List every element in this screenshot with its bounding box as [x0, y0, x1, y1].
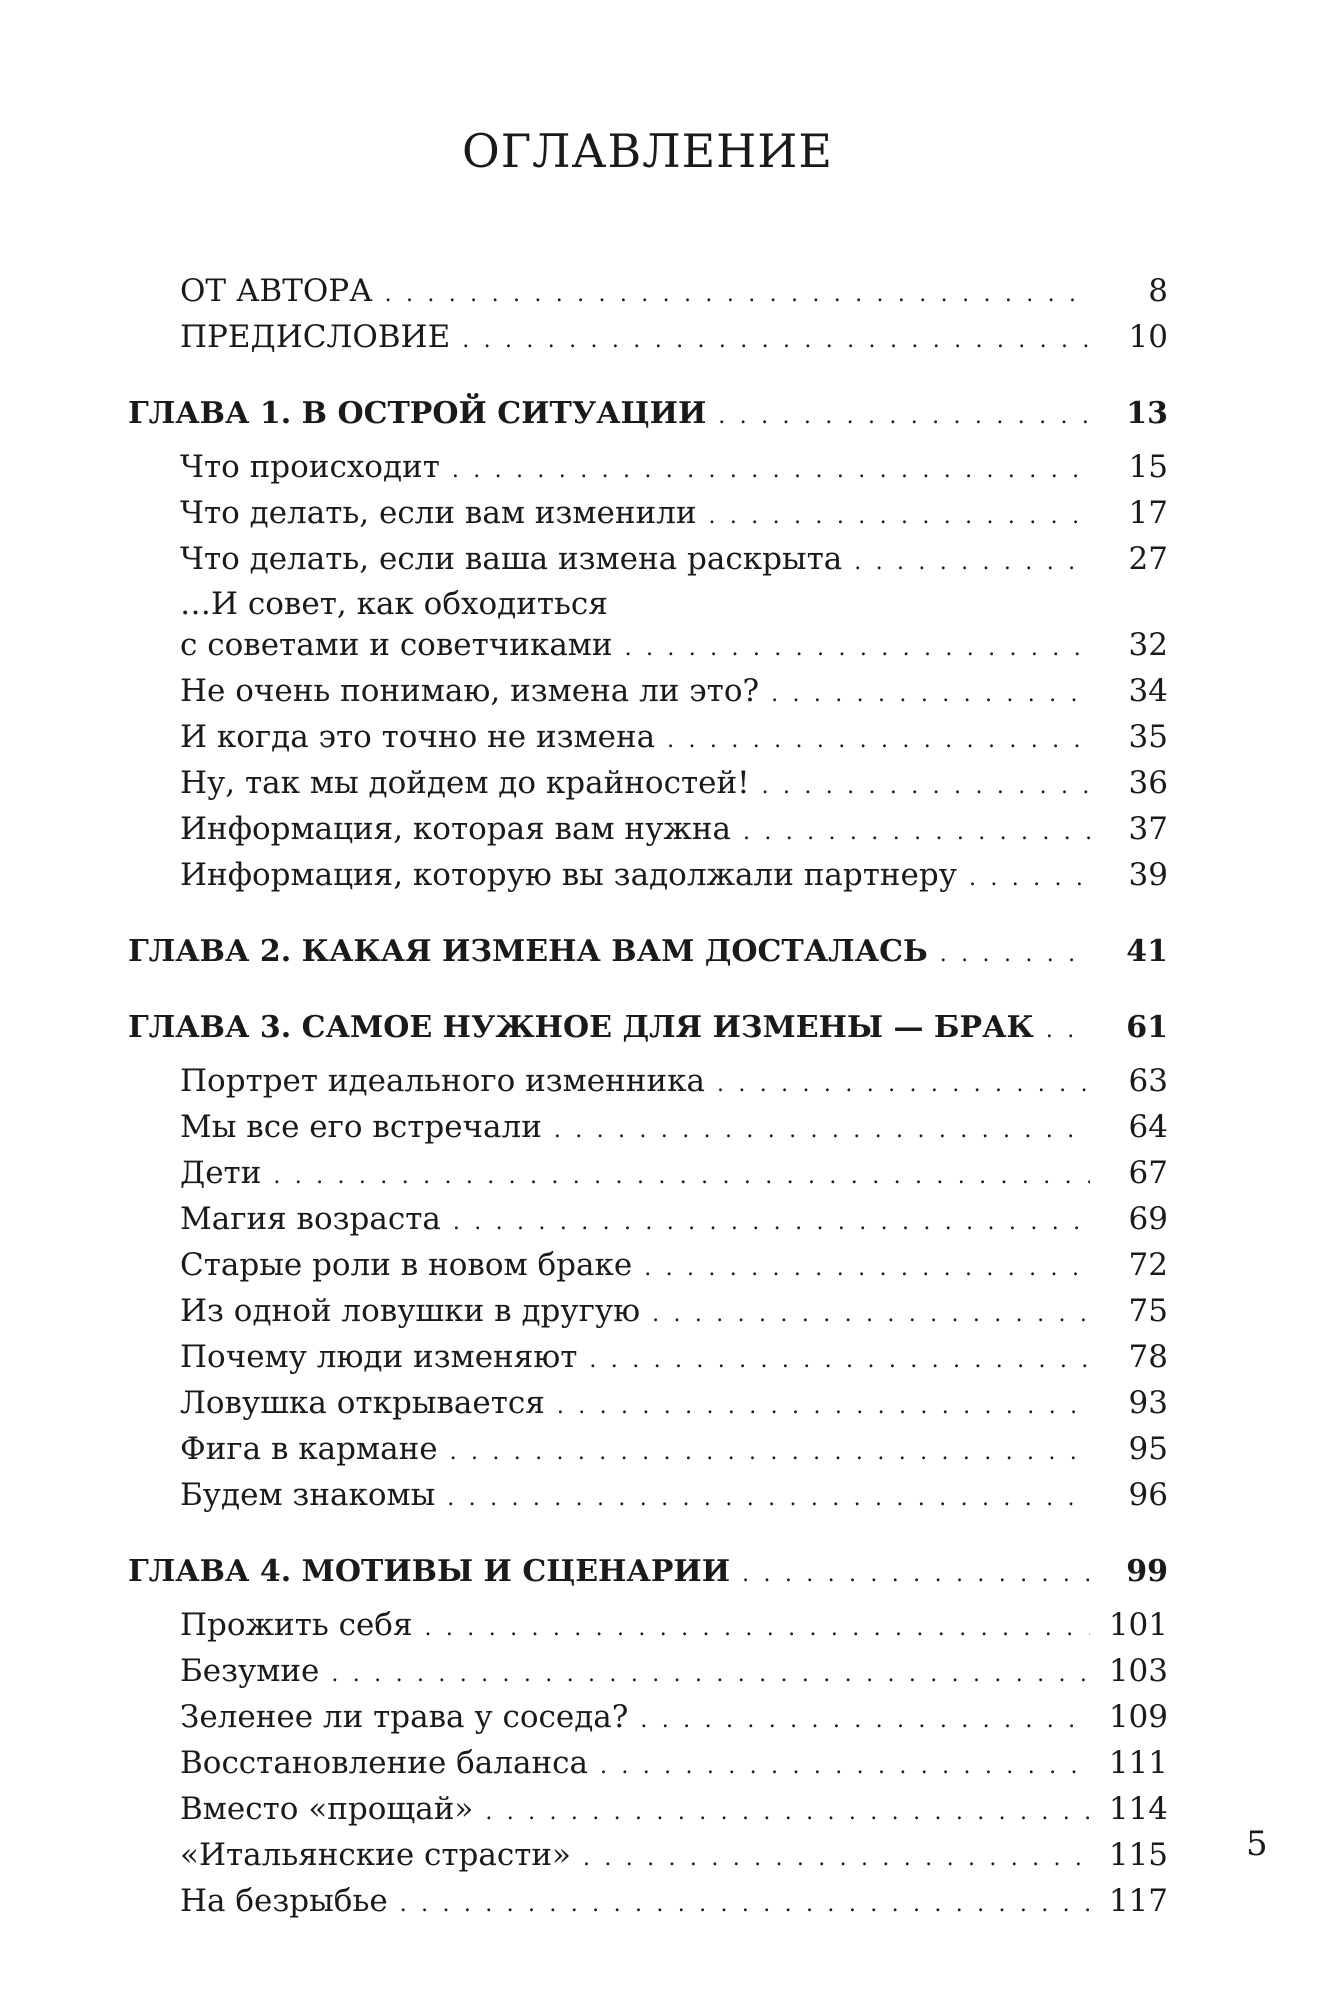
toc-section-entry: [128, 492, 1168, 538]
dot-leader: [771, 673, 1090, 716]
toc-entry-page-number: 63: [1128, 1063, 1168, 1099]
toc-entry-title: ПРЕДИСЛОВИЕ: [180, 319, 451, 355]
dot-leader: [742, 1553, 1090, 1596]
toc-entry-page-number: 69: [1128, 1201, 1168, 1237]
toc-entry-page-number: 37: [1128, 811, 1168, 847]
toc-section-entry: [128, 1880, 1168, 1926]
dot-leader: [644, 1247, 1090, 1290]
dot-leader: [589, 1339, 1090, 1382]
dot-leader: [425, 1607, 1090, 1650]
toc-entry-title: Вместо «прощай»: [180, 1791, 474, 1827]
toc-entry-title: Информация, которую вы задолжали партнеру: [180, 857, 957, 893]
toc-entry-title: Фига в кармане: [180, 1431, 438, 1467]
toc-entry-title: Из одной ловушки в другую: [180, 1293, 641, 1329]
toc-chapter-entry: [128, 1550, 1168, 1596]
toc-entry-page-number: 103: [1108, 1653, 1168, 1689]
toc-section-entry: [128, 538, 1168, 584]
toc-section-entry: [128, 1834, 1168, 1880]
table-of-contents: [128, 270, 1168, 1926]
toc-section-entry: [128, 1152, 1168, 1198]
toc-section-entry: [128, 1650, 1168, 1696]
toc-entry-page-number: 32: [1128, 627, 1168, 663]
toc-entry-title: Что делать, если вам изменили: [180, 495, 697, 531]
toc-entry-title: Зеленее ли трава у соседа?: [180, 1699, 629, 1735]
toc-section-entry: [128, 854, 1168, 900]
toc-entry-title: ГЛАВА 1. В ОСТРОЙ СИТУАЦИИ: [128, 396, 707, 431]
toc-section-entry: [128, 1060, 1168, 1106]
toc-entry-page-number: 15: [1128, 449, 1168, 485]
toc-entry-page-number: 35: [1128, 719, 1168, 755]
toc-section-entry: [128, 1696, 1168, 1742]
toc-entry-page-number: 109: [1108, 1699, 1168, 1735]
toc-entry-page-number: 115: [1108, 1837, 1168, 1873]
dot-leader: [485, 1791, 1090, 1834]
toc-section-entry: [128, 270, 1168, 316]
toc-section-entry: [128, 1336, 1168, 1382]
toc-section-entry: [128, 446, 1168, 492]
toc-entry-page-number: 111: [1108, 1745, 1168, 1781]
dot-leader: [743, 811, 1090, 854]
toc-entry-page-number: 78: [1128, 1339, 1168, 1375]
dot-leader: [453, 1201, 1090, 1244]
toc-entry-title: Ловушка открывается: [180, 1385, 545, 1421]
dot-leader: [447, 1477, 1090, 1520]
toc-section-entry: [128, 1244, 1168, 1290]
toc-section-entry: [128, 808, 1168, 854]
toc-entry-title: Что происходит: [180, 449, 440, 485]
toc-section-entry: [128, 716, 1168, 762]
dot-leader: [717, 1063, 1090, 1106]
dot-leader: [625, 627, 1090, 670]
toc-entry-page-number: 34: [1128, 673, 1168, 709]
toc-section-entry: [128, 1788, 1168, 1834]
toc-section-entry: [128, 762, 1168, 808]
toc-entry-page-number: 114: [1108, 1791, 1168, 1827]
dot-leader: [385, 273, 1090, 316]
page-title: ОГЛАВЛЕНИЕ: [462, 124, 833, 178]
toc-section-entry: [128, 1474, 1168, 1520]
toc-entry-title: ГЛАВА 4. МОТИВЫ И СЦЕНАРИИ: [128, 1554, 731, 1589]
toc-section-entry: [128, 1742, 1168, 1788]
toc-entry-page-number: 96: [1128, 1477, 1168, 1513]
dot-leader: [600, 1745, 1090, 1788]
dot-leader: [640, 1699, 1090, 1742]
dot-leader: [762, 765, 1090, 808]
toc-entry-title: Информация, которая вам нужна: [180, 811, 731, 847]
toc-entry-title: …И совет, как обходиться: [180, 586, 608, 622]
toc-entry-title: Восстановление баланса: [180, 1745, 588, 1781]
toc-chapter-entry: [128, 1006, 1168, 1052]
toc-entry-title: ОТ АВТОРА: [180, 273, 373, 309]
toc-entry-page-number: 13: [1126, 396, 1168, 431]
toc-section-entry: [128, 670, 1168, 716]
dot-leader: [450, 1431, 1090, 1474]
toc-entry-title: Почему люди изменяют: [180, 1339, 578, 1375]
toc-section-entry: [128, 1428, 1168, 1474]
toc-entry-page-number: 67: [1128, 1155, 1168, 1191]
toc-entry-page-number: 39: [1128, 857, 1168, 893]
dot-leader: [331, 1653, 1090, 1696]
toc-entry-page-number: 95: [1128, 1431, 1168, 1467]
toc-entry-page-number: 36: [1128, 765, 1168, 801]
toc-section-entry: [128, 624, 1168, 670]
toc-section-entry: [128, 1604, 1168, 1650]
toc-entry-title: Магия возраста: [180, 1201, 441, 1237]
dot-leader: [554, 1109, 1090, 1152]
toc-section-entry: [128, 1290, 1168, 1336]
dot-leader: [969, 857, 1090, 900]
toc-entry-title: Мы все его встречали: [180, 1109, 542, 1145]
toc-entry-page-number: 75: [1128, 1293, 1168, 1329]
dot-leader: [557, 1385, 1090, 1428]
toc-entry-page-number: 72: [1128, 1247, 1168, 1283]
toc-entry-page-number: 41: [1126, 934, 1168, 969]
dot-leader: [709, 495, 1091, 538]
dot-leader: [273, 1155, 1090, 1198]
toc-entry-title: Будем знакомы: [180, 1477, 436, 1513]
toc-entry-page-number: 17: [1128, 495, 1168, 531]
toc-section-entry: [128, 316, 1168, 362]
toc-chapter-entry: [128, 930, 1168, 976]
toc-entry-page-number: 27: [1128, 541, 1168, 577]
dot-leader: [583, 1837, 1090, 1880]
toc-section-entry: [128, 1106, 1168, 1152]
page-number: 5: [1246, 1824, 1268, 1864]
dot-leader: [462, 319, 1090, 362]
toc-section-entry: [128, 1382, 1168, 1428]
toc-entry-title: Ну, так мы дойдем до крайностей!: [180, 765, 750, 801]
toc-entry-title: «Итальянские страсти»: [180, 1837, 571, 1873]
toc-entry-page-number: 64: [1128, 1109, 1168, 1145]
toc-entry-title: Портрет идеального изменника: [180, 1063, 705, 1099]
toc-entry-title: Дети: [180, 1155, 262, 1191]
toc-entry-page-number: 101: [1108, 1607, 1168, 1643]
toc-entry-page-number: 99: [1126, 1554, 1168, 1589]
toc-entry-page-number: 93: [1128, 1385, 1168, 1421]
toc-section-entry: [128, 584, 1168, 624]
toc-entry-page-number: 8: [1148, 273, 1168, 309]
dot-leader: [452, 449, 1090, 492]
toc-entry-title: Старые роли в новом браке: [180, 1247, 633, 1283]
toc-entry-title: Прожить себя: [180, 1607, 413, 1643]
toc-entry-page-number: 61: [1126, 1010, 1168, 1045]
toc-section-entry: [128, 1198, 1168, 1244]
dot-leader: [940, 933, 1090, 976]
dot-leader: [652, 1293, 1090, 1336]
toc-entry-title: На безрыбье: [180, 1883, 388, 1919]
toc-entry-page-number: 10: [1128, 319, 1168, 355]
toc-entry-title: ГЛАВА 2. КАКАЯ ИЗМЕНА ВАМ ДОСТАЛАСЬ: [128, 934, 928, 969]
toc-chapter-entry: [128, 392, 1168, 438]
toc-entry-page-number: 117: [1108, 1883, 1168, 1919]
dot-leader: [854, 541, 1090, 584]
toc-entry-title: с советами и советчиками: [180, 627, 613, 663]
toc-entry-title: Безумие: [180, 1653, 320, 1689]
dot-leader: [718, 395, 1090, 438]
toc-entry-title: Что делать, если ваша измена раскрыта: [180, 541, 843, 577]
dot-leader: [667, 719, 1090, 762]
dot-leader: [400, 1883, 1090, 1926]
toc-entry-title: И когда это точно не измена: [180, 719, 656, 755]
dot-leader: [1046, 1009, 1090, 1052]
toc-entry-title: ГЛАВА 3. САМОЕ НУЖНОЕ ДЛЯ ИЗМЕНЫ — БРАК: [128, 1010, 1034, 1045]
toc-entry-title: Не очень понимаю, измена ли это?: [180, 673, 760, 709]
